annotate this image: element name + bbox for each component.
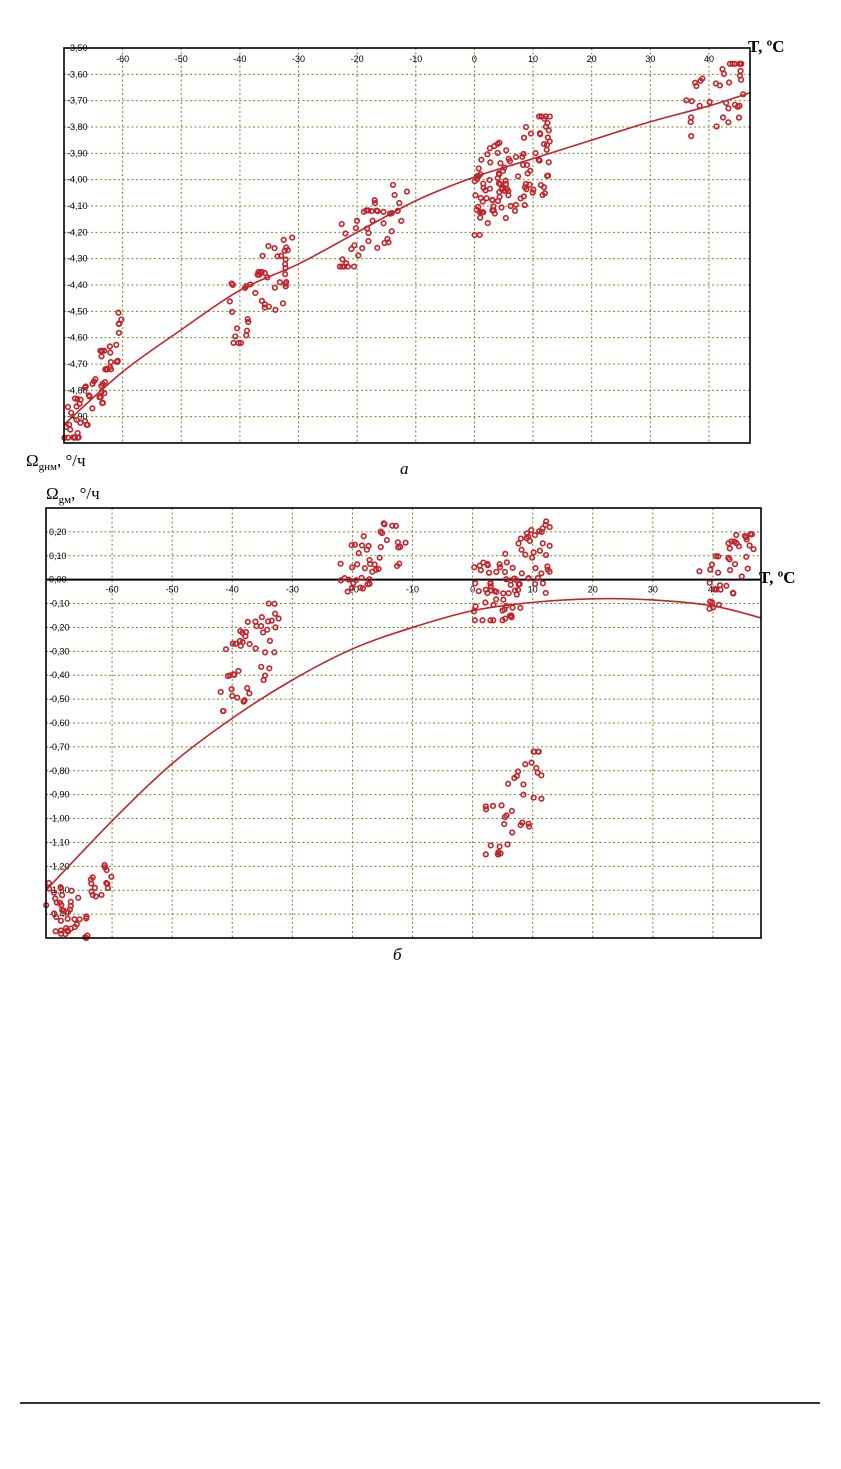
chart-a-x-tick-label: 0 xyxy=(471,54,477,64)
chart-a-plot-area xyxy=(64,48,750,443)
chart-b-x-axis-title: T, ºC xyxy=(759,568,796,587)
chart-b-x-tick-label: -50 xyxy=(165,584,179,595)
chart-a-y-tick-label: -4,90 xyxy=(67,411,88,422)
chart-a-y-tick-label: -3,80 xyxy=(67,122,88,132)
chart-b-y-tick-label: 0,10 xyxy=(49,550,67,561)
chart-b xyxy=(44,484,796,964)
chart-b-x-tick-label: -10 xyxy=(406,584,420,595)
chart-a-x-tick-label: 10 xyxy=(528,54,539,64)
chart-b-y-tick-label: -0,30 xyxy=(49,646,70,657)
chart-a-y-tick-label: -4,10 xyxy=(67,201,88,211)
chart-b-y-tick-label: 0,00 xyxy=(49,574,67,585)
chart-a-x-tick-label: -30 xyxy=(292,54,306,64)
chart-b-x-tick-label: 10 xyxy=(527,584,538,595)
chart-a-y-tick-label: -4,40 xyxy=(67,280,88,290)
chart-a-y-ticks xyxy=(67,43,88,422)
chart-a-y-symbol: Ω xyxy=(26,451,39,470)
chart-a-x-tick-label: 40 xyxy=(703,54,714,64)
chart-a-x-tick-label: 20 xyxy=(586,54,597,64)
chart-b-panel-label: б xyxy=(393,945,402,964)
chart-b-y-tick-label: -1,40 xyxy=(49,909,70,920)
chart-b-y-tick-label: -0,70 xyxy=(49,741,70,752)
chart-a-y-tick-label: -3,70 xyxy=(67,95,88,106)
chart-b-x-tick-label: -60 xyxy=(105,584,119,595)
chart-a-y-tick-label: -4,60 xyxy=(67,332,88,343)
chart-b-x-tick-label: 20 xyxy=(587,584,598,595)
chart-a-x-tick-label: 30 xyxy=(645,54,656,64)
chart-b-y-tick-label: -1,10 xyxy=(49,837,70,848)
chart-b-x-tick-label: 40 xyxy=(707,584,718,595)
chart-a-y-tick-label: -4,70 xyxy=(67,359,88,369)
chart-a-y-unit: , °/ч xyxy=(57,451,86,470)
chart-b-y-tick-label: 0,20 xyxy=(49,526,67,537)
chart-a-y-tick-label: -4,30 xyxy=(67,253,88,264)
chart-a-x-tick-label: -20 xyxy=(350,54,364,64)
chart-b-y-tick-label: -0,50 xyxy=(49,694,70,705)
chart-b-y-tick-label: -0,20 xyxy=(49,622,70,633)
chart-a-y-subscript: gнм xyxy=(38,461,57,473)
chart-a-x-tick-label: -40 xyxy=(233,54,247,64)
chart-a-x-tick-label: -50 xyxy=(174,54,188,64)
chart-b-x-tick-label: -40 xyxy=(225,584,239,595)
chart-b-y-tick-label: -1,00 xyxy=(49,813,70,824)
chart-a-y-axis-title xyxy=(26,451,86,473)
chart-a-x-tick-label: -60 xyxy=(116,54,130,64)
chart-b-x-tick-label: 0 xyxy=(470,584,476,595)
chart-b-y-tick-label: -0,40 xyxy=(49,670,70,681)
chart-b-x-tick-label: 30 xyxy=(647,584,658,595)
page-bottom-rule xyxy=(20,1402,820,1404)
chart-b-x-tick-label: -20 xyxy=(345,584,359,595)
chart-b-y-tick-label: -0,90 xyxy=(49,789,70,800)
chart-a-panel-label: а xyxy=(400,459,409,478)
chart-b-y-tick-label: -1,20 xyxy=(49,861,70,872)
chart-a-y-tick-label: -3,60 xyxy=(67,69,88,80)
chart-b-y-tick-label: -0,60 xyxy=(49,718,70,728)
chart-b-y-tick-label: -0,10 xyxy=(49,598,70,609)
chart-a-x-tick-label: -10 xyxy=(409,54,423,64)
chart-b-y-unit: , °/ч xyxy=(71,484,100,503)
chart-b-y-tick-label: -0,80 xyxy=(49,765,70,776)
chart-b-y-tick-label: -1,30 xyxy=(49,885,70,896)
chart-b-y-axis-title xyxy=(46,484,100,506)
chart-a-y-tick-label: -4,50 xyxy=(67,306,88,317)
chart-a-y-tick-label: -4,80 xyxy=(67,385,88,396)
chart-b-y-subscript: gм xyxy=(58,494,72,506)
chart-a xyxy=(26,37,784,478)
chart-a-y-tick-label: -4,00 xyxy=(67,174,88,185)
chart-b-y-symbol: Ω xyxy=(46,484,59,503)
chart-b-x-tick-label: -30 xyxy=(285,584,299,595)
chart-a-y-tick-label: -3,90 xyxy=(67,148,88,159)
chart-a-x-axis-title: T, ºC xyxy=(748,37,785,56)
chart-a-y-tick-label: -3,50 xyxy=(67,43,88,53)
chart-a-y-tick-label: -4,20 xyxy=(67,227,88,238)
